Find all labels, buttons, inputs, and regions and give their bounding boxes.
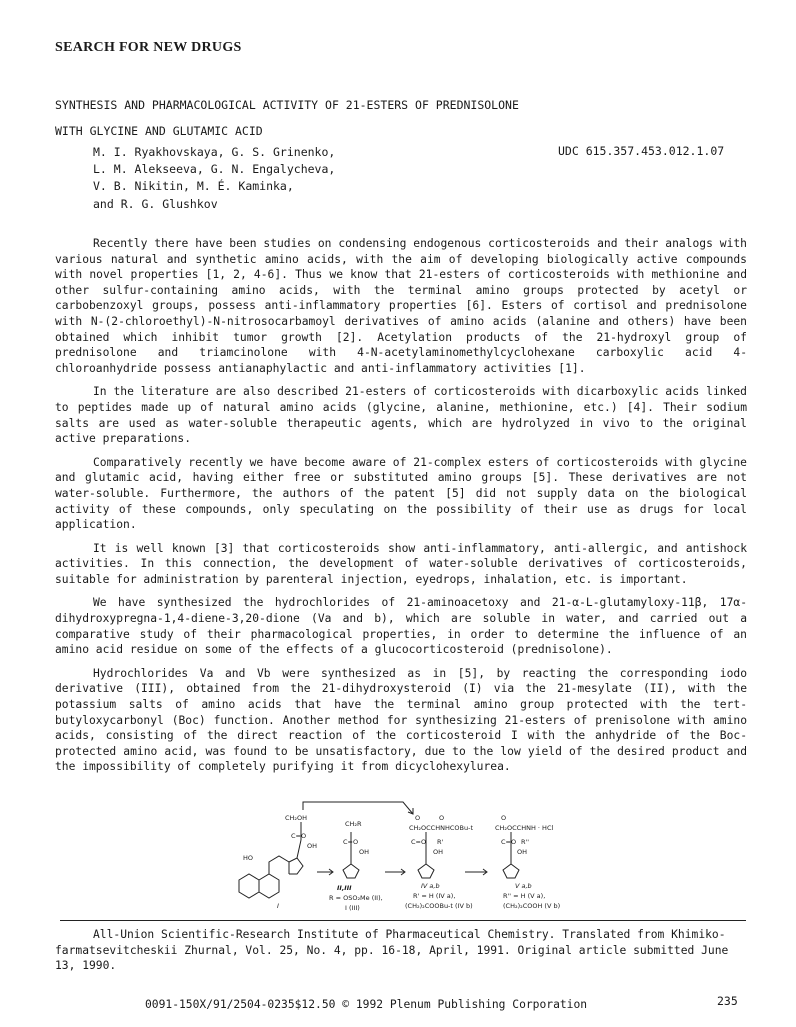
author-list	[93, 144, 335, 213]
scheme-label: OH	[433, 848, 444, 856]
scheme-label: R = OSO₂Me (II),	[329, 894, 383, 902]
section-heading: SEARCH FOR NEW DRUGS	[55, 40, 242, 55]
reaction-scheme	[225, 800, 585, 922]
scheme-label: C=O	[291, 832, 307, 840]
steroid-ring-d	[289, 858, 303, 874]
author-line: V. B. Nikitin, M. É. Kaminka,	[93, 179, 294, 194]
scheme-label: (CH₂)₂COOH (V b)	[503, 902, 561, 910]
paragraph: It is well known [3] that corticosteroids show anti-inflammatory, anti-allergic, and antishock activities. In this connection, the development of water-soluble derivatives of corticosteroids, suitable for administration by parenteral injection, eyedrops, inhalation, etc. is important.	[55, 541, 747, 586]
title-line-2: WITH GLYCINE AND GLUTAMIC ACID	[55, 124, 263, 138]
scheme-label: OH	[359, 848, 370, 856]
title-line-1: SYNTHESIS AND PHARMACOLOGICAL ACTIVITY OF 21-ESTERS OF PREDNISOLONE	[55, 98, 519, 112]
footnote	[55, 927, 747, 974]
paragraph: Recently there have been studies on condensing endogenous corticosteroids and their analogs with various natural and synthetic amino acids, with the aim of developing biologically active compounds with novel properties [1, 2, 4-6]. Thus we know that 21-esters of corticosteroids with methionine and other sulfur-containing amino acids, with the terminal amino groups protected by acetyl or carbobenzoxyl groups, possess anti-inflammatory properties [6]. Esters of cortisol and prednisolone with N-(2-chloroethyl)-N-nitrosocarbamoyl derivatives of amino acids (alanine and others) have been obtained which inhibit tumor growth [2]. Acetylation products of the 21-hydroxyl group of prednisolone and triamcinolone with 4-N-acetylaminomethylcyclohexane carboxylic acid 4-chloroanhydride possess antianaphylactic and anti-inflammatory activities [1].	[55, 237, 747, 375]
scheme-label: I	[277, 902, 279, 910]
scheme-label: R''	[521, 838, 530, 846]
scheme-label: HO	[243, 854, 254, 862]
author-line: and R. G. Glushkov	[93, 196, 218, 211]
scheme-label: (CH₂)₂COOBu-t (IV b)	[405, 902, 473, 910]
scheme-label: CH₂OH	[285, 814, 308, 822]
paragraph: Comparatively recently we have become aware of 21-complex esters of corticosteroids with glycine and glutamic acid, having either free or substituted amino groups [5]. These derivatives are not water-soluble. Furthermore, the authors of the patent [5] did not supply data on the biological activity of these compounds, only speculating on the possibility of their use as drugs for local application.	[55, 455, 747, 532]
page-number: 235	[717, 994, 738, 1008]
steroid-ring-b	[259, 874, 279, 898]
scheme-label: C=O	[343, 838, 359, 846]
copyright-line: 0091-150X/91/2504-0235$12.50 © 1992 Plenum Publishing Corporation	[145, 998, 588, 1011]
scheme-label: OH	[307, 842, 318, 850]
paragraph: Hydrochlorides Va and Vb were synthesized as in [5], by reacting the corresponding iodo derivative (III), obtained from the 21-dihydroxysteroid (I) via the 21-mesylate (II), with the potassium salts of amino acids that have the terminal amino group protected with the tert-butyloxycarbonyl (Boc) function. Another method for synthesizing 21-esters of prenisolone with amino acids, consisting of the direct reaction of the corticosteroid I with the anhydride of the Boc-protected amino acid, was found to be unsatisfactory, due to the low yield of the desired product and the impossibility of completely purifying it from dicyclohexylurea.	[55, 666, 747, 774]
paragraph: We have synthesized the hydrochlorides of 21-aminoacetoxy and 21-α-L-glutamyloxy-11β, 17α-dihydroxypregna-1,4-diene-3,20-dione (Va and b), which are soluble in water, and carried out a comparative study of their pharmacological properties, in order to determine the influence of an amino acid residue on some of the effects of a glucocorticosteroid (prednisolone).	[55, 596, 747, 657]
steroid-ring-c	[269, 856, 289, 874]
scheme-label: V a,b	[515, 882, 532, 890]
paragraph: In the literature are also described 21-esters of corticosteroids with dicarboxylic acids linked to peptides made up of natural amino acids (glycine, alanine, methionine, etc.) [4]. Their sodium salts are used as water-soluble therapeutic agents, which are hydrolyzed in vivo to the original active preparations.	[55, 385, 747, 446]
scheme-label: CH₂OCCHNH · HCl	[495, 824, 554, 832]
scheme-label: CH₂R	[345, 820, 362, 828]
article-title	[55, 92, 519, 144]
scheme-label: IV a,b	[421, 882, 440, 890]
steroid-ring-a	[239, 874, 259, 898]
scheme-label: CH₂OCCHNHCOBu-t	[409, 824, 473, 832]
scheme-label: C=O	[501, 838, 517, 846]
scheme-label: O	[501, 814, 507, 822]
article-body	[55, 236, 747, 783]
author-line: L. M. Alekseeva, G. N. Engalycheva,	[93, 162, 336, 177]
footnote-text: All-Union Scientific-Research Institute of Pharmaceutical Chemistry. Translated from Khimiko-farmatsevitcheskii Zhurnal, Vol. 25, No. 4, pp. 16-18, April, 1991. Original article submitted June 13, 1990.	[55, 928, 729, 973]
author-line: M. I. Ryakhovskaya, G. S. Grinenko,	[93, 145, 336, 159]
reaction-scheme-figure	[225, 800, 585, 918]
scheme-label: II,III	[337, 884, 352, 892]
scheme-label: O	[439, 814, 445, 822]
scheme-label: OH	[517, 848, 528, 856]
footnote-divider	[60, 920, 746, 921]
scheme-label: O	[415, 814, 421, 822]
scheme-label: R' = H (IV a),	[413, 892, 456, 900]
scheme-label: I (III)	[345, 904, 360, 912]
scheme-label: R'	[437, 838, 444, 846]
scheme-label: R'' = H (V a),	[503, 892, 546, 900]
scheme-label: C=O	[411, 838, 427, 846]
udc-code: UDC 615.357.453.012.1.07	[558, 144, 725, 158]
